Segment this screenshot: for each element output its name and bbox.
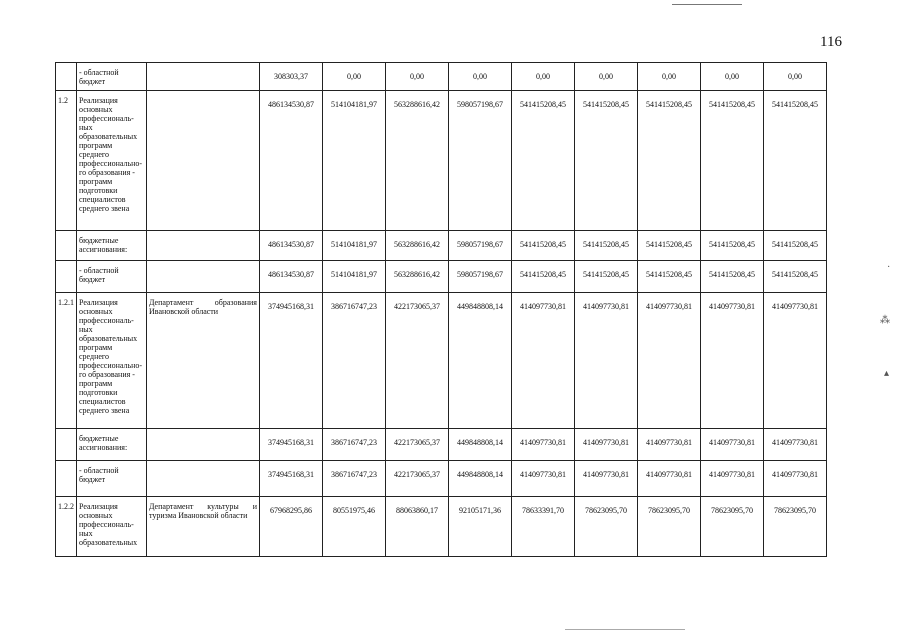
row-value: 386716747,23: [323, 293, 386, 429]
table-body: [56, 63, 827, 557]
row-value: 92105171,36: [449, 497, 512, 557]
row-value: 374945168,31: [260, 461, 323, 497]
row-executor: [147, 429, 260, 461]
table-row: [56, 293, 827, 429]
row-value: 541415208,45: [764, 91, 827, 231]
row-value: 414097730,81: [575, 429, 638, 461]
row-value: 422173065,37: [386, 293, 449, 429]
row-value: 514104181,97: [323, 261, 386, 293]
row-code: [56, 63, 77, 91]
row-value: 414097730,81: [764, 293, 827, 429]
row-executor: [147, 91, 260, 231]
row-value: 80551975,46: [323, 497, 386, 557]
row-value: 386716747,23: [323, 461, 386, 497]
row-value: 414097730,81: [701, 429, 764, 461]
row-value: 0,00: [449, 63, 512, 91]
row-value: 414097730,81: [638, 293, 701, 429]
table-row: [56, 497, 827, 557]
row-value: 598057198,67: [449, 231, 512, 261]
budget-table: [55, 62, 827, 557]
top-scan-line: [672, 4, 742, 5]
row-value: 563288616,42: [386, 91, 449, 231]
row-code: 1.2.1: [56, 293, 77, 429]
row-name: Реализация основных профессиональ- ных образовательных программ среднего профессионально- го образования - программ подготовки специалистов среднего звена: [77, 91, 147, 231]
row-value: 414097730,81: [638, 429, 701, 461]
row-code: [56, 429, 77, 461]
row-value: 541415208,45: [764, 261, 827, 293]
scan-mark-left: ·: [887, 262, 891, 273]
row-value: 541415208,45: [638, 91, 701, 231]
row-value: 0,00: [638, 63, 701, 91]
row-value: 541415208,45: [638, 231, 701, 261]
scan-mark-right-2: ▴: [884, 368, 890, 379]
row-code: [56, 231, 77, 261]
row-value: 78623095,70: [575, 497, 638, 557]
row-value: 0,00: [575, 63, 638, 91]
row-value: 486134530,87: [260, 231, 323, 261]
table-row: [56, 461, 827, 497]
scan-mark-right-1: ⁂: [880, 315, 890, 326]
row-value: 541415208,45: [512, 261, 575, 293]
row-value: 78633391,70: [512, 497, 575, 557]
row-value: 414097730,81: [638, 461, 701, 497]
row-name: - областной бюджет: [77, 63, 147, 91]
table-row: [56, 91, 827, 231]
row-name: бюджетные ассигнования:: [77, 231, 147, 261]
row-name: - областной бюджет: [77, 461, 147, 497]
row-value: 414097730,81: [512, 429, 575, 461]
row-value: 414097730,81: [512, 461, 575, 497]
row-value: 514104181,97: [323, 231, 386, 261]
row-code: [56, 261, 77, 293]
row-executor: [147, 63, 260, 91]
table-row: [56, 261, 827, 293]
row-executor: [147, 461, 260, 497]
row-value: 0,00: [764, 63, 827, 91]
row-executor: [147, 231, 260, 261]
row-executor: Департамент образования Ивановской области: [147, 293, 260, 429]
row-value: 0,00: [701, 63, 764, 91]
row-code: 1.2.2: [56, 497, 77, 557]
row-value: 541415208,45: [701, 261, 764, 293]
row-name: Реализация основных профессиональ- ных образовательных: [77, 497, 147, 557]
row-value: 414097730,81: [575, 461, 638, 497]
row-value: 486134530,87: [260, 91, 323, 231]
row-name: Реализация основных профессиональ- ных образовательных программ среднего профессионально- го образования - программ подготовки специалистов среднего звена: [77, 293, 147, 429]
row-value: 563288616,42: [386, 231, 449, 261]
row-value: 308303,37: [260, 63, 323, 91]
row-code: [56, 461, 77, 497]
row-code: 1.2: [56, 91, 77, 231]
row-value: 541415208,45: [575, 231, 638, 261]
row-value: 414097730,81: [701, 293, 764, 429]
row-value: 88063860,17: [386, 497, 449, 557]
row-value: 541415208,45: [575, 261, 638, 293]
row-value: 78623095,70: [638, 497, 701, 557]
row-value: 414097730,81: [764, 429, 827, 461]
row-name: бюджетные ассигнования:: [77, 429, 147, 461]
row-value: 541415208,45: [638, 261, 701, 293]
row-value: 449848808,14: [449, 429, 512, 461]
row-value: 386716747,23: [323, 429, 386, 461]
row-executor: Департамент культуры и туризма Ивановской области: [147, 497, 260, 557]
row-value: 374945168,31: [260, 429, 323, 461]
row-value: 514104181,97: [323, 91, 386, 231]
row-value: 414097730,81: [764, 461, 827, 497]
row-value: 541415208,45: [512, 231, 575, 261]
row-value: 0,00: [386, 63, 449, 91]
row-name: - областной бюджет: [77, 261, 147, 293]
row-value: 486134530,87: [260, 261, 323, 293]
row-value: 414097730,81: [575, 293, 638, 429]
row-value: 449848808,14: [449, 461, 512, 497]
row-value: 449848808,14: [449, 293, 512, 429]
row-value: 374945168,31: [260, 293, 323, 429]
row-value: 414097730,81: [701, 461, 764, 497]
row-value: 0,00: [512, 63, 575, 91]
table-row: [56, 429, 827, 461]
row-value: 541415208,45: [575, 91, 638, 231]
row-value: 67968295,86: [260, 497, 323, 557]
row-value: 78623095,70: [701, 497, 764, 557]
row-value: 422173065,37: [386, 429, 449, 461]
row-value: 563288616,42: [386, 261, 449, 293]
row-value: 0,00: [323, 63, 386, 91]
row-value: 541415208,45: [764, 231, 827, 261]
row-value: 422173065,37: [386, 461, 449, 497]
row-value: 541415208,45: [512, 91, 575, 231]
row-value: 78623095,70: [764, 497, 827, 557]
row-executor: [147, 261, 260, 293]
row-value: 598057198,67: [449, 261, 512, 293]
bottom-scan-line: [565, 629, 685, 630]
row-value: 541415208,45: [701, 231, 764, 261]
row-value: 598057198,67: [449, 91, 512, 231]
page-number: 116: [820, 34, 842, 50]
row-value: 541415208,45: [701, 91, 764, 231]
table-row: [56, 63, 827, 91]
row-value: 414097730,81: [512, 293, 575, 429]
table-row: [56, 231, 827, 261]
